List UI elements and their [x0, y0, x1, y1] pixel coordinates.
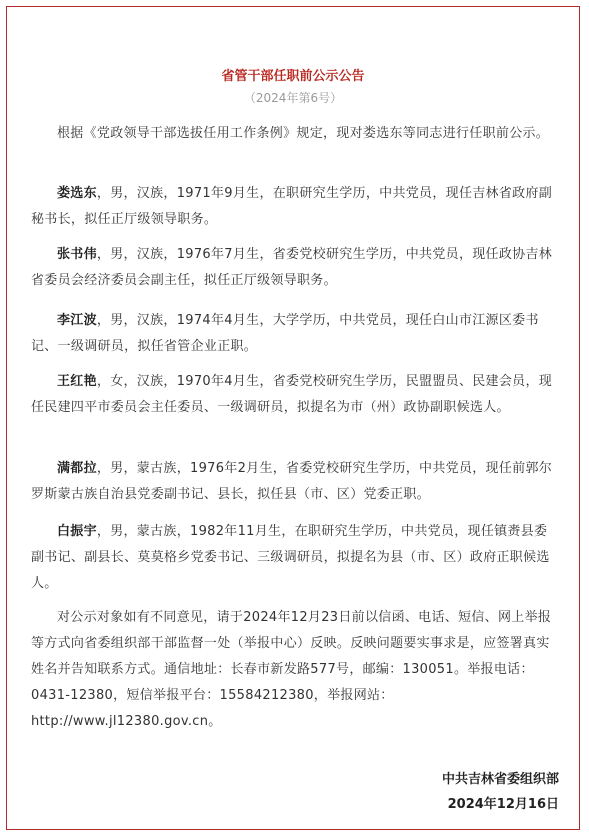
candidate-details: ，男，汉族，1971年9月生，在职研究生学历，中共党员，现任吉林省政府副秘书长，拟任正厅级领导职务。	[31, 186, 553, 227]
candidate-paragraph	[31, 369, 559, 421]
document-frame	[6, 6, 580, 830]
candidate-details: ，女，汉族，1970年4月生，省委党校研究生学历，民盟盟员、民建会员，现任民建四平市委员会主任委员、一级调研员，拟提名为市（州）政协副职候选人。	[31, 374, 553, 415]
candidate-paragraph	[31, 456, 559, 508]
issue-date: 2024年12月16日	[447, 797, 559, 812]
candidate-name: 娄选东	[57, 186, 97, 201]
candidate-name: 满都拉	[57, 461, 97, 476]
candidate-name: 李江波	[57, 313, 97, 328]
candidate-details: ，男，汉族，1976年7月生，省委党校研究生学历，中共党员，现任政协吉林省委员会经济委员会副主任，拟任正厅级领导职务。	[31, 247, 553, 288]
candidate-paragraph	[31, 242, 559, 294]
candidate-details: ，男，蒙古族，1982年11月生，在职研究生学历，中共党员，现任镇赉县委副书记、副县长、莫莫格乡党委书记、三级调研员，拟提名为县（市、区）政府正职候选人。	[31, 524, 550, 591]
candidate-details: ，男，蒙古族，1976年2月生，省委党校研究生学历，中共党员，现任前郭尔罗斯蒙古族自治县党委副书记、县长，拟任县（市、区）党委正职。	[31, 461, 553, 502]
intro-paragraph: 根据《党政领导干部选拔任用工作条例》规定，现对娄选东等同志进行任职前公示。	[57, 126, 550, 141]
notice-document	[7, 7, 579, 829]
candidate-name: 王红艳	[57, 374, 97, 389]
candidate-details: ，男，汉族，1974年4月生，大学学历，中共党员，现任白山市江源区委书记、一级调研员，拟任省管企业正职。	[31, 313, 539, 354]
candidate-paragraph	[31, 519, 559, 597]
candidate-name: 张书伟	[57, 247, 97, 262]
candidate-paragraph	[31, 181, 559, 233]
closing-paragraph: 对公示对象如有不同意见，请于2024年12月23日前以信函、电话、短信、网上举报等方式向省委组织部干部监督一处（举报中心）反映。反映问题要实事求是，应签署真实姓名并告知联系方式。通信地址：长春市新发路577号，邮编：130051。举报电话：0431-12380，短信举报平台：15584212380，举报网站：http://www.jl12380.gov.cn。	[31, 610, 552, 729]
candidate-paragraph	[31, 308, 559, 360]
candidate-name: 白振宇	[57, 524, 97, 539]
notice-title: 省管干部任职前公示公告	[221, 69, 365, 84]
notice-issue-number: （2024年第6号）	[243, 91, 343, 105]
issuer-signature: 中共吉林省委组织部	[441, 772, 559, 787]
